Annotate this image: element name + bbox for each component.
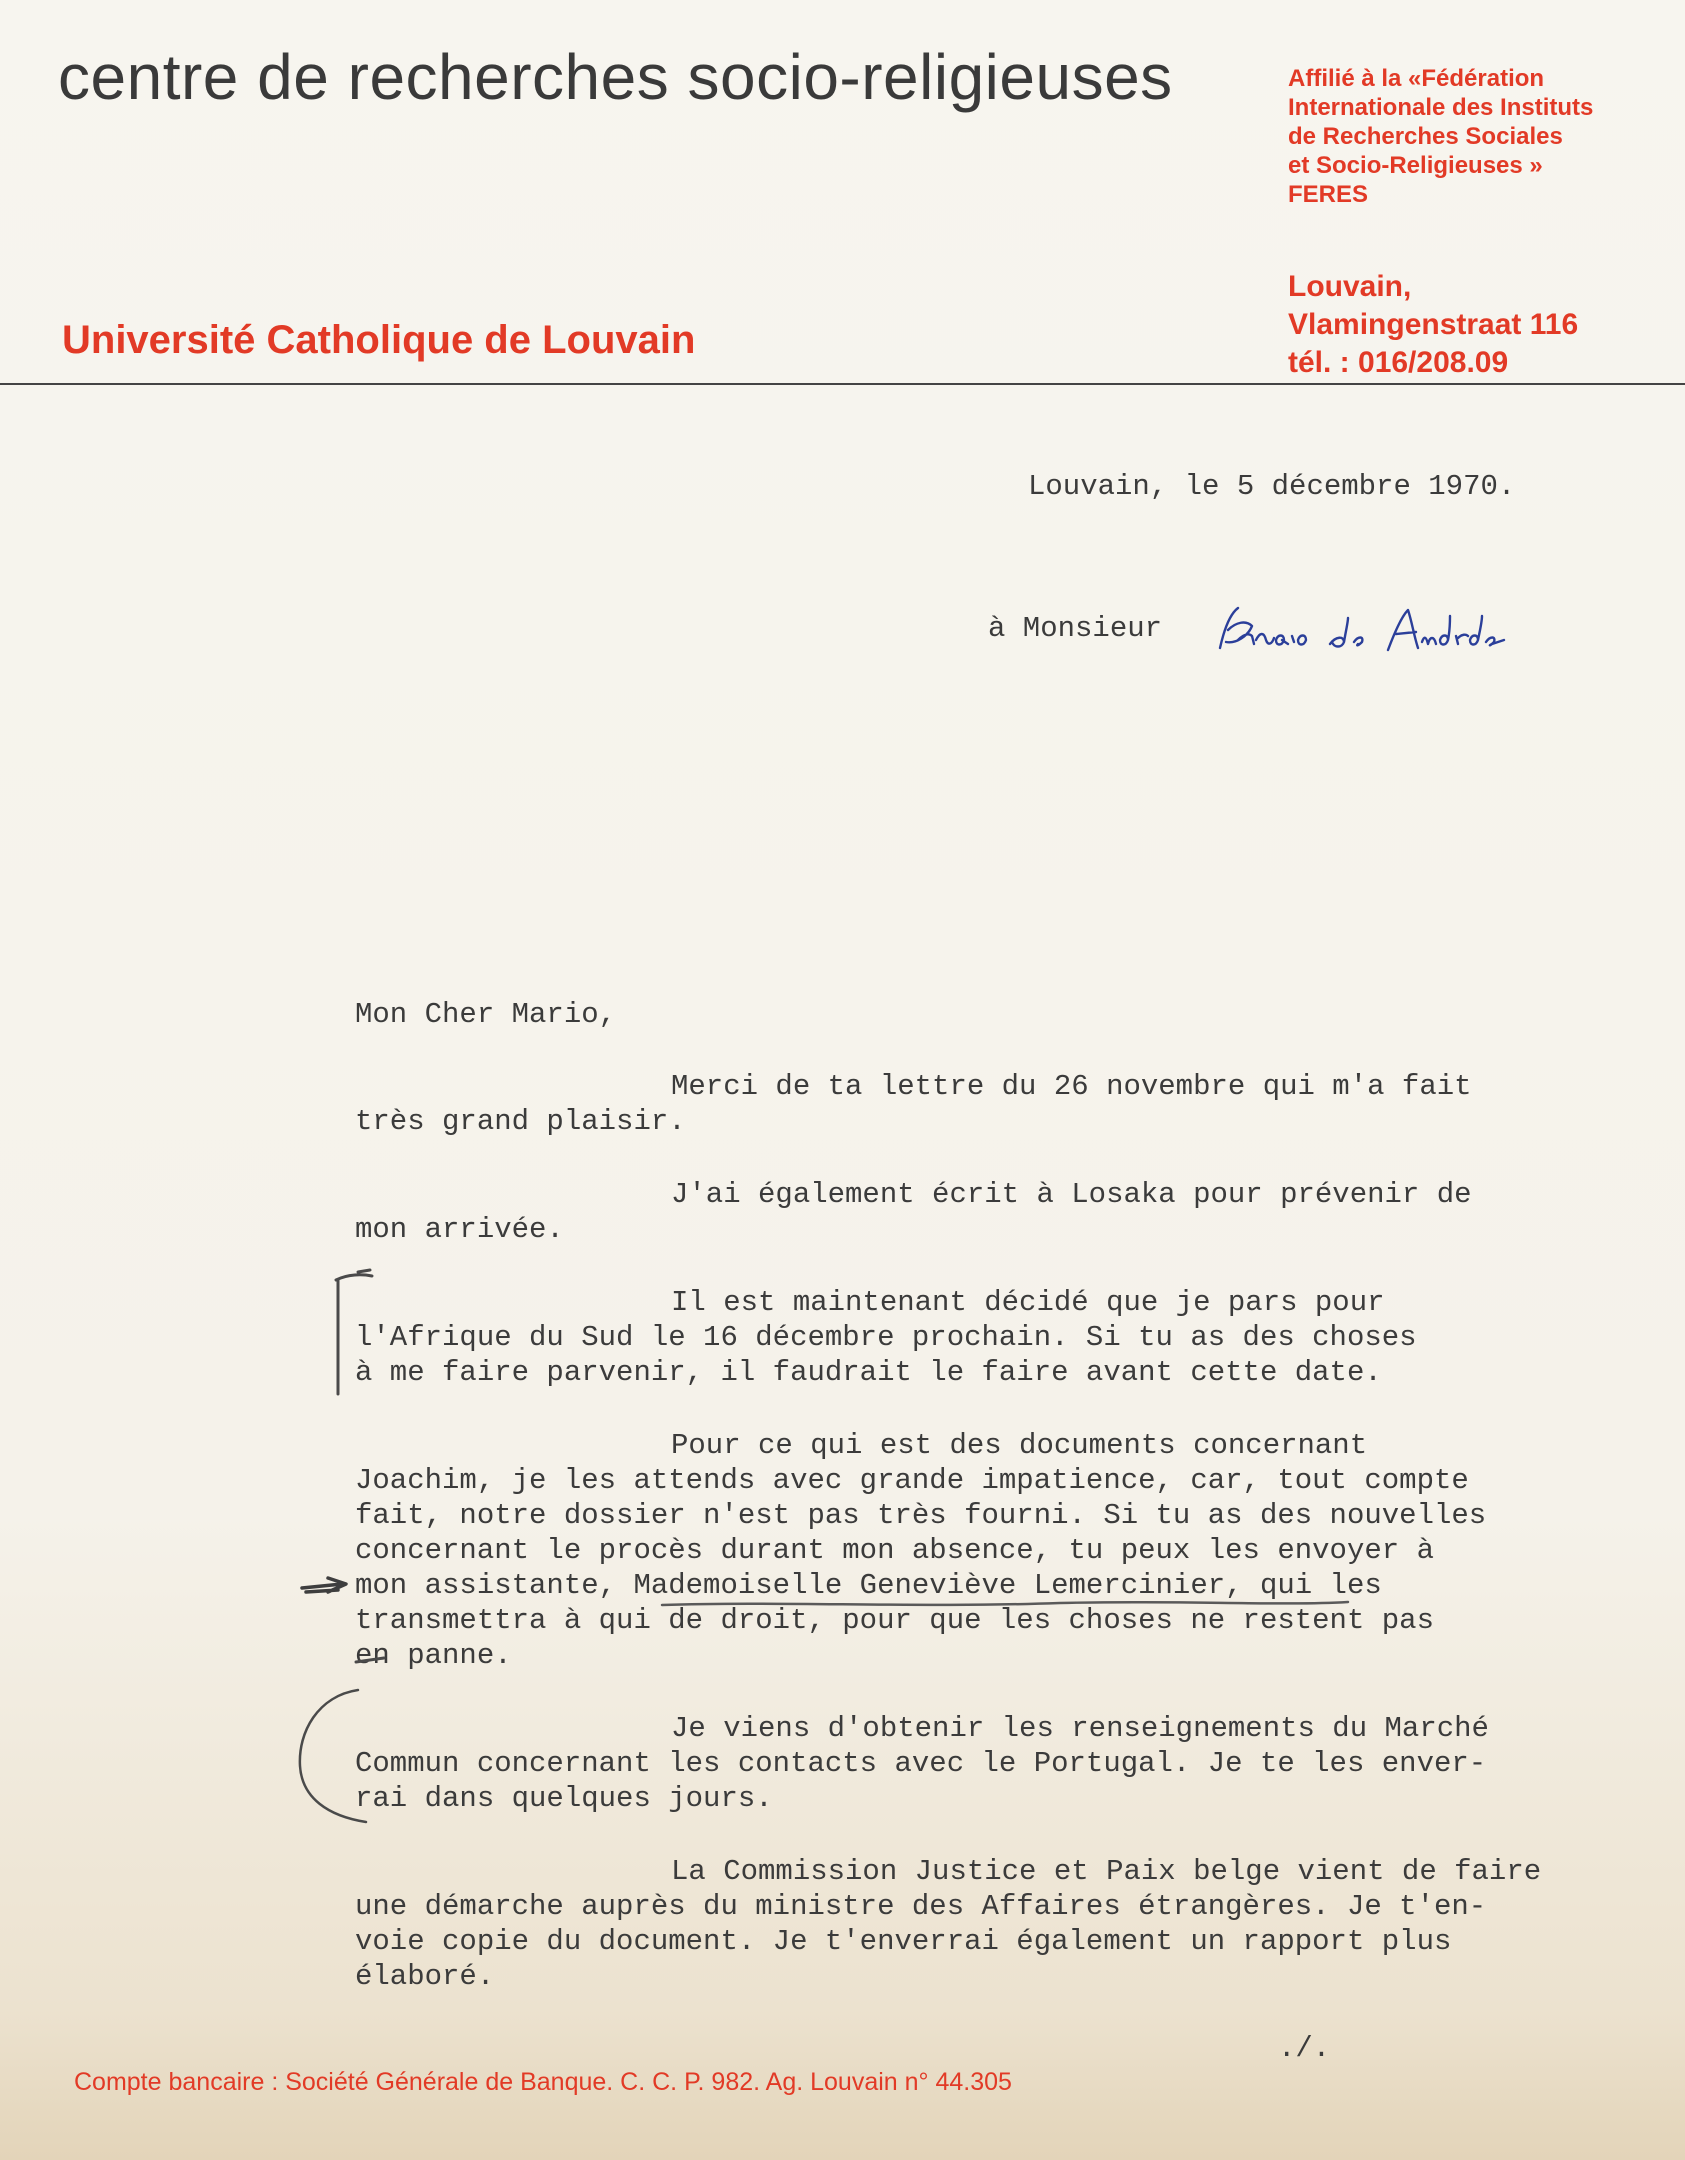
margin-arrow-mark [298,1572,354,1600]
affiliation-line: Internationale des Instituts [1288,94,1594,121]
salutation: Mon Cher Mario, [355,998,617,1031]
letter-line: concernant le procès durant mon absence, tu peux les envoyer à [355,1534,1434,1567]
letter-line: à me faire parvenir, il faudrait le faire avant cette date. [355,1356,1382,1389]
continuation-mark: ./. [1278,2032,1331,2065]
recipient-prefix: à Monsieur [988,612,1163,645]
letter-line: Je viens d'obtenir les renseignements du Marché [671,1712,1489,1745]
affiliation-block [1288,64,1593,209]
letter-line: mon assistante, Mademoiselle Geneviève Lemercinier, qui les [355,1569,1382,1602]
margin-curve-mark [288,1682,378,1832]
address-line: tél. : 016/208.09 [1288,346,1509,379]
letter-line: fait, notre dossier n'est pas très fourni. Si tu as des nouvelles [355,1499,1487,1532]
address-block [1288,268,1578,382]
letter-line: en panne. [355,1639,512,1672]
letter-line: transmettra à qui de droit, pour que les choses ne restent pas [355,1604,1434,1637]
bank-footer: Compte bancaire : Société Générale de Banque. C. C. P. 982. Ag. Louvain n° 44.305 [74,2068,1012,2096]
address-line: Vlamingenstraat 116 [1288,308,1579,341]
pencil-underline [660,1596,1350,1612]
letter-line: Joachim, je les attends avec grande impatience, car, tout compte [355,1464,1469,1497]
letter-line: J'ai également écrit à Losaka pour prévenir de [671,1178,1472,1211]
affiliation-line: et Socio-Religieuses » [1288,152,1543,179]
letterhead-title: centre de recherches socio-religieuses [58,41,1173,113]
letter-line: Pour ce qui est des documents concernant [671,1429,1368,1462]
header-divider [0,383,1685,385]
letter-line: La Commission Justice et Paix belge vient de faire [671,1855,1542,1888]
dateline: Louvain, le 5 décembre 1970. [1028,470,1516,503]
letter-line: une démarche auprès du ministre des Affaires étrangères. Je t'en- [355,1890,1487,1923]
university-name: Université Catholique de Louvain [62,318,696,362]
affiliation-line: de Recherches Sociales [1288,123,1563,150]
letter-line: Il est maintenant décidé que je pars pour [671,1286,1385,1319]
letter-line: Commun concernant les contacts avec le Portugal. Je te les enver- [355,1747,1487,1780]
letter-line: mon arrivée. [355,1213,564,1246]
letter-line: élaboré. [355,1960,495,1993]
margin-tick-mark [352,1650,392,1670]
letter-line: très grand plaisir. [355,1105,686,1138]
letter-line: rai dans quelques jours. [355,1782,773,1815]
margin-bracket-mark [328,1262,388,1402]
address-line: Louvain, [1288,270,1412,303]
letter-line: voie copie du document. Je t'enverrai également un rapport plus [355,1925,1452,1958]
handwritten-recipient-name [1212,600,1572,660]
letter-line: Merci de ta lettre du 26 novembre qui m'a fait [671,1070,1472,1103]
affiliation-line: Affilié à la «Fédération [1288,65,1545,92]
affiliation-line: FERES [1288,181,1369,208]
letter-line: l'Afrique du Sud le 16 décembre prochain. Si tu as des choses [355,1321,1417,1354]
